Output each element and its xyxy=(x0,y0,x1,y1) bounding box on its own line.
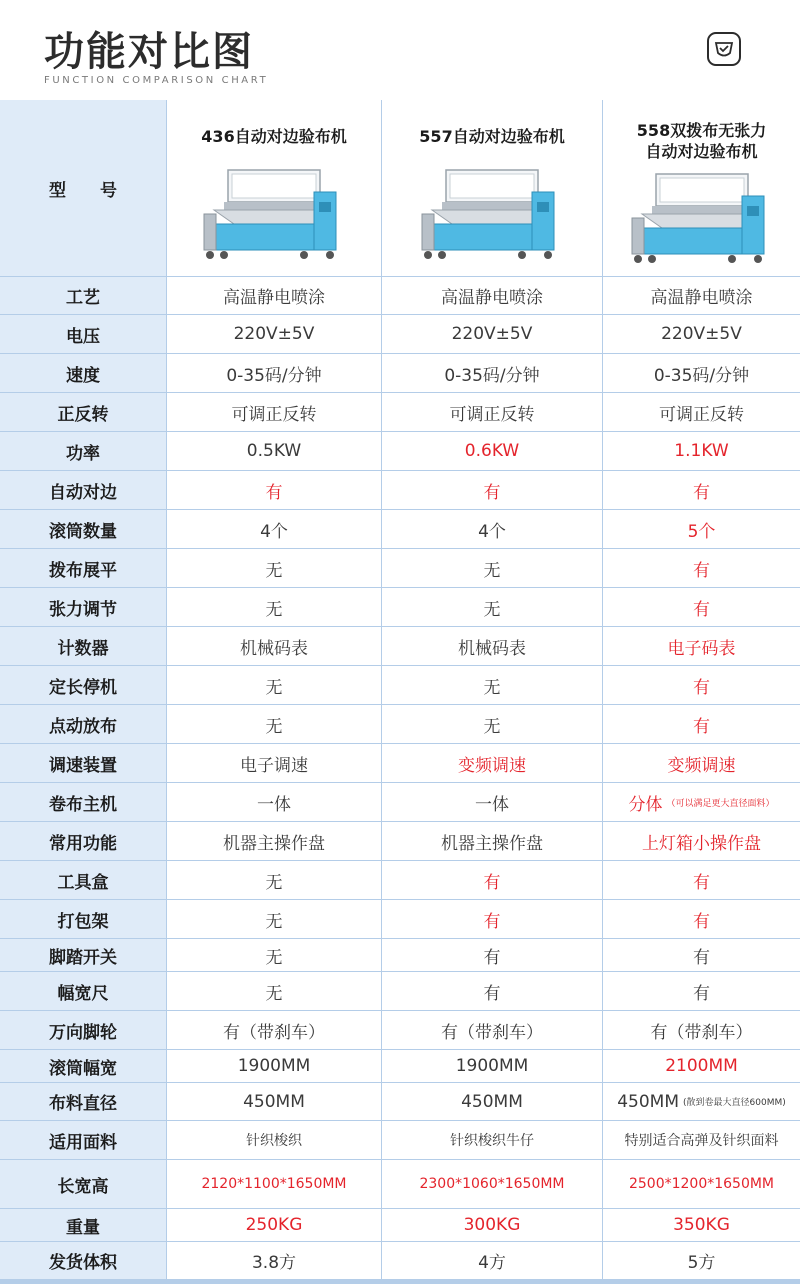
table-cell xyxy=(603,822,800,860)
table-cell xyxy=(382,861,602,899)
table-cell xyxy=(603,1209,800,1241)
cell-value: 分体 xyxy=(628,794,663,815)
table-cell xyxy=(167,588,381,626)
table-cell xyxy=(167,277,381,314)
cell-value: 有 xyxy=(693,983,710,1004)
page-subtitle: FUNCTION COMPARISON CHART xyxy=(44,75,269,86)
cell-value: 250KG xyxy=(245,1215,303,1235)
model-header-1 xyxy=(167,100,381,276)
cell-value: 无 xyxy=(483,560,501,581)
table-cell xyxy=(382,972,602,1010)
cell-value: 无 xyxy=(265,947,283,968)
model-header-2 xyxy=(382,100,602,276)
cell-value: 无 xyxy=(265,716,283,737)
row-label: 卷布主机 xyxy=(0,783,166,821)
cell-value: 机器主操作盘 xyxy=(441,833,543,854)
table-row xyxy=(0,1160,800,1208)
cell-value: 有 xyxy=(693,560,710,581)
row-label: 工具盒 xyxy=(0,861,166,899)
cell-value: 0.6KW xyxy=(464,441,520,461)
cell-value: 2100MM xyxy=(665,1056,738,1076)
table-row xyxy=(0,1209,800,1241)
cell-value: 450MM xyxy=(617,1091,680,1112)
table-cell xyxy=(603,471,800,509)
table-cell xyxy=(382,510,602,548)
table-cell xyxy=(603,393,800,431)
row-label: 常用功能 xyxy=(0,822,166,860)
table-cell xyxy=(603,666,800,704)
table-cell xyxy=(167,1209,381,1241)
table-cell xyxy=(167,1242,381,1279)
table-row xyxy=(0,939,800,971)
table-cell xyxy=(167,900,381,938)
cell-value: 有 xyxy=(483,911,501,932)
table-cell xyxy=(603,1242,800,1279)
shield-check-icon xyxy=(707,32,741,66)
table-cell xyxy=(382,744,602,782)
row-label: 点动放布 xyxy=(0,705,166,743)
model-name-line1: 557自动对边验布机 xyxy=(419,127,565,146)
cell-value: 可调正反转 xyxy=(659,404,744,425)
cell-value: 有 xyxy=(483,983,501,1004)
table-cell xyxy=(167,705,381,743)
cell-value: 变频调速 xyxy=(458,755,526,776)
row-label: 调速装置 xyxy=(0,744,166,782)
table-cell xyxy=(603,588,800,626)
table-cell xyxy=(167,549,381,587)
table-cell xyxy=(382,1209,602,1241)
table-cell xyxy=(382,315,602,353)
cell-value: 0-35码/分钟 xyxy=(444,365,540,386)
cell-value: 有（带刹车） xyxy=(650,1022,753,1043)
table-cell xyxy=(382,1083,602,1120)
row-label: 拨布展平 xyxy=(0,549,166,587)
cell-value: 2120*1100*1650MM xyxy=(201,1176,347,1192)
table-cell xyxy=(382,1160,602,1208)
cell-value: 350KG xyxy=(673,1215,730,1235)
model-name-line1: 436自动对边验布机 xyxy=(201,127,347,146)
cell-value: 无 xyxy=(265,677,283,698)
cell-value: 有（带刹车） xyxy=(441,1022,543,1043)
table-cell xyxy=(603,510,800,548)
table-row xyxy=(0,354,800,392)
cell-value: 可调正反转 xyxy=(231,404,317,425)
table-cell xyxy=(167,471,381,509)
row-label: 滚筒幅宽 xyxy=(0,1050,166,1082)
table-cell xyxy=(167,822,381,860)
row-label: 滚筒数量 xyxy=(0,510,166,548)
row-label: 适用面料 xyxy=(0,1121,166,1159)
cell-value: 有（带刹车） xyxy=(223,1022,325,1043)
cell-value: 机械码表 xyxy=(240,638,308,659)
table-cell xyxy=(167,354,381,392)
table-cell xyxy=(167,1011,381,1049)
row-label: 张力调节 xyxy=(0,588,166,626)
cell-value: 无 xyxy=(483,716,501,737)
table-cell xyxy=(382,666,602,704)
table-cell xyxy=(167,1050,381,1082)
cell-value: 有 xyxy=(265,482,283,503)
row-label: 布料直径 xyxy=(0,1083,166,1120)
table-row xyxy=(0,666,800,704)
table-cell xyxy=(382,627,602,665)
cell-value: 特别适合高弹及针织面料 xyxy=(624,1133,779,1149)
table-row xyxy=(0,822,800,860)
cell-value: 0.5KW xyxy=(246,441,302,461)
cell-value: 有 xyxy=(483,947,501,968)
cell-value: 2300*1060*1650MM xyxy=(419,1176,565,1192)
row-label: 自动对边 xyxy=(0,471,166,509)
table-row xyxy=(0,1083,800,1120)
cell-value: 无 xyxy=(265,560,283,581)
cell-value: 无 xyxy=(265,872,283,893)
table-cell xyxy=(382,900,602,938)
table-cell xyxy=(382,1242,602,1279)
row-label: 计数器 xyxy=(0,627,166,665)
cell-value: 电子调速 xyxy=(240,755,308,776)
row-label: 定长停机 xyxy=(0,666,166,704)
cell-value: 220V±5V xyxy=(451,324,533,344)
table-cell xyxy=(603,744,800,782)
table-cell xyxy=(382,1050,602,1082)
cell-value: 0-35码/分钟 xyxy=(226,365,322,386)
table-cell xyxy=(167,1121,381,1159)
table-row xyxy=(0,549,800,587)
table-row xyxy=(0,1050,800,1082)
cell-value: 有 xyxy=(693,599,710,620)
table-cell xyxy=(603,315,800,353)
row-label: 电压 xyxy=(0,315,166,353)
table-cell xyxy=(167,783,381,821)
table-cell xyxy=(382,549,602,587)
cell-value: 1900MM xyxy=(237,1056,311,1076)
table-cell xyxy=(167,1083,381,1120)
cell-note: (散到卷最大直径600MM) xyxy=(683,1098,786,1108)
row-label: 速度 xyxy=(0,354,166,392)
cell-value: 3.8方 xyxy=(251,1253,297,1273)
table-row xyxy=(0,588,800,626)
table-cell xyxy=(382,939,602,971)
table-cell xyxy=(603,1050,800,1082)
table-cell xyxy=(603,939,800,971)
row-label: 幅宽尺 xyxy=(0,972,166,1010)
cell-value: 变频调速 xyxy=(667,755,736,776)
cell-value: 4个 xyxy=(260,521,288,542)
model-name xyxy=(603,120,800,162)
table-row xyxy=(0,471,800,509)
table-row xyxy=(0,1011,800,1049)
machine-image xyxy=(622,166,782,266)
cell-value: 有 xyxy=(483,482,501,503)
cell-value: 一体 xyxy=(257,794,291,815)
table-cell xyxy=(603,1083,800,1120)
cell-value: 无 xyxy=(265,983,283,1004)
model-name-line2: 自动对边验布机 xyxy=(645,142,758,161)
table-cell xyxy=(382,432,602,470)
table-cell xyxy=(603,972,800,1010)
table-cell xyxy=(167,315,381,353)
table-cell xyxy=(167,972,381,1010)
model-header-label: 型 号 xyxy=(0,100,166,276)
cell-value: 上灯箱小操作盘 xyxy=(642,833,761,854)
table-row xyxy=(0,315,800,353)
table-cell xyxy=(603,432,800,470)
table-cell xyxy=(382,393,602,431)
cell-value: 有 xyxy=(693,716,710,737)
page-header xyxy=(0,0,800,100)
model-name xyxy=(382,126,602,147)
table-cell xyxy=(167,744,381,782)
table-cell xyxy=(603,1011,800,1049)
table-cell xyxy=(167,510,381,548)
table-cell xyxy=(603,861,800,899)
table-cell xyxy=(603,900,800,938)
table-cell xyxy=(603,627,800,665)
cell-value: 2500*1200*1650MM xyxy=(628,1176,775,1192)
cell-value: 高温静电喷涂 xyxy=(650,288,753,308)
row-label: 正反转 xyxy=(0,393,166,431)
row-label: 打包架 xyxy=(0,900,166,938)
table-cell xyxy=(603,354,800,392)
row-label: 功率 xyxy=(0,432,166,470)
cell-value: 5方 xyxy=(687,1253,716,1273)
cell-value: 无 xyxy=(265,599,283,620)
cell-value: 300KG xyxy=(463,1215,521,1235)
table-row xyxy=(0,627,800,665)
cell-value: 一体 xyxy=(475,794,509,815)
row-label: 长宽高 xyxy=(0,1160,166,1208)
table-cell xyxy=(382,783,602,821)
table-cell xyxy=(382,588,602,626)
row-label: 发货体积 xyxy=(0,1242,166,1279)
cell-value: 450MM xyxy=(461,1091,523,1112)
table-cell xyxy=(167,939,381,971)
machine-image xyxy=(412,162,572,262)
row-label: 脚踏开关 xyxy=(0,939,166,971)
cell-value: 无 xyxy=(483,599,501,620)
model-header-3 xyxy=(603,100,800,276)
table-row xyxy=(0,972,800,1010)
cell-value: 220V±5V xyxy=(661,324,742,344)
table-cell xyxy=(167,1160,381,1208)
cell-value: 机械码表 xyxy=(458,638,526,659)
cell-value: 5个 xyxy=(687,521,716,542)
table-cell xyxy=(167,861,381,899)
cell-value: 4方 xyxy=(478,1253,506,1273)
table-cell xyxy=(382,1121,602,1159)
model-name xyxy=(167,126,381,147)
cell-value: 有 xyxy=(693,677,710,698)
row-label: 工艺 xyxy=(0,277,166,314)
cell-value: 高温静电喷涂 xyxy=(441,288,543,308)
cell-value: 针织梭织牛仔 xyxy=(450,1133,534,1149)
table-cell xyxy=(603,1160,800,1208)
row-label: 重量 xyxy=(0,1209,166,1241)
table-row xyxy=(0,705,800,743)
table-row xyxy=(0,393,800,431)
machine-image xyxy=(194,162,354,262)
table-row xyxy=(0,432,800,470)
cell-value: 有 xyxy=(693,482,710,503)
cell-value: 机器主操作盘 xyxy=(223,833,325,854)
cell-value: 无 xyxy=(265,911,283,932)
table-row xyxy=(0,277,800,314)
cell-note: （可以满足更大直径面料） xyxy=(666,798,775,809)
table-cell xyxy=(167,666,381,704)
model-name-line1: 558双拨布无张力 xyxy=(636,121,767,140)
table-cell xyxy=(382,277,602,314)
table-row xyxy=(0,783,800,821)
cell-value: 0-35码/分钟 xyxy=(653,365,750,386)
table-row xyxy=(0,1242,800,1279)
cell-value: 有 xyxy=(483,872,501,893)
cell-value: 有 xyxy=(693,911,710,932)
cell-value: 有 xyxy=(693,872,710,893)
cell-value: 1.1KW xyxy=(674,441,729,461)
cell-value: 电子码表 xyxy=(667,638,736,659)
page-title: 功能对比图 xyxy=(44,29,254,75)
cell-value: 针织梭织 xyxy=(246,1133,302,1149)
cell-value: 450MM xyxy=(243,1091,305,1112)
table-cell xyxy=(382,1011,602,1049)
table-cell xyxy=(603,705,800,743)
table-cell xyxy=(382,705,602,743)
cell-value: 220V±5V xyxy=(233,324,315,344)
table-row xyxy=(0,744,800,782)
table-cell xyxy=(382,471,602,509)
cell-value: 4个 xyxy=(478,521,506,542)
table-cell xyxy=(167,432,381,470)
table-cell xyxy=(603,1121,800,1159)
table-cell xyxy=(603,783,800,821)
table-row xyxy=(0,510,800,548)
cell-value: 无 xyxy=(483,677,501,698)
table-row xyxy=(0,861,800,899)
cell-value: 1900MM xyxy=(455,1056,529,1076)
cell-value: 高温静电喷涂 xyxy=(223,288,325,308)
table-cell xyxy=(382,354,602,392)
table-row xyxy=(0,1121,800,1159)
table-cell xyxy=(603,277,800,314)
cell-value: 可调正反转 xyxy=(449,404,535,425)
table-cell xyxy=(382,822,602,860)
table-cell xyxy=(167,393,381,431)
table-cell xyxy=(603,549,800,587)
row-label: 万向脚轮 xyxy=(0,1011,166,1049)
table-row xyxy=(0,900,800,938)
cell-value: 有 xyxy=(693,947,710,968)
comparison-table xyxy=(0,100,800,1284)
table-cell xyxy=(167,627,381,665)
